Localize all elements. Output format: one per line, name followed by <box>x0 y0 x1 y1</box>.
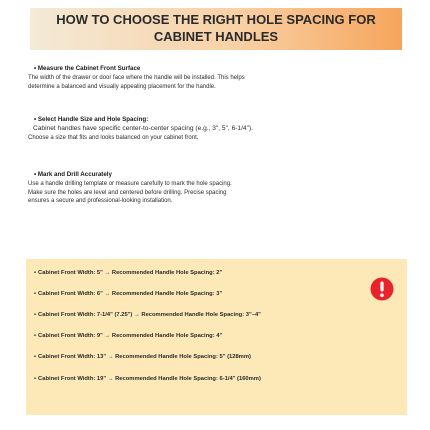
exclamation-circle-icon <box>370 277 394 301</box>
section-measure <box>28 64 402 91</box>
bullet: • <box>34 376 37 382</box>
section-text: Cabinet handles have specific center-to-center spacing (e.g., 3", 5", 6-1/4"). <box>33 125 253 132</box>
section-heading: • Measure the Cabinet Front Surface <box>34 65 141 72</box>
bullet: • <box>34 270 37 276</box>
section-select-size <box>28 115 402 142</box>
title-banner <box>30 8 402 50</box>
bullet: • <box>34 291 37 297</box>
spacing-row <box>34 373 261 385</box>
spacing-row-text: Cabinet Front Width: 19" → Recommended Handle Hole Spacing: 6-1/4" (160mm) <box>38 376 261 382</box>
section-text: determine a balanced and visually appealing placement for the handle. <box>28 83 216 90</box>
spacing-row <box>34 288 222 300</box>
section-heading: • Mark and Drill Accurately <box>34 171 112 178</box>
section-text: Use a handle drilling template or measure carefully to mark the hole spacing. <box>28 181 232 187</box>
spacing-row-text: Cabinet Front Width: 7-1/4" (7.25") → Recommended Handle Hole Spacing: 3"–4" <box>38 312 261 318</box>
spacing-row-text: Cabinet Front Width: 13" → Recommended Handle Hole Spacing: 5" (128mm) <box>38 354 251 360</box>
spacing-row-text: Cabinet Front Width: 6" → Recommended Handle Hole Spacing: 3" <box>38 291 223 297</box>
page-title-line-1: HOW TO CHOOSE THE RIGHT HOLE SPACING FOR <box>56 12 376 27</box>
spacing-row <box>34 351 251 363</box>
bullet: • <box>34 312 37 318</box>
section-mark-drill <box>28 170 402 206</box>
spacing-row <box>34 330 222 342</box>
section-heading: • Select Handle Size and Hole Spacing: <box>34 116 149 123</box>
section-text: The width of the drawer or door face where the handle will be installed. This helps <box>28 75 245 81</box>
section-text: Make sure the holes are level and centered before drilling. Precise spacing <box>28 189 227 196</box>
spacing-row <box>34 309 261 321</box>
section-text: Choose a size that fits and looks balanced on your cabinet front. <box>28 134 199 141</box>
spacing-guide-panel <box>26 259 407 415</box>
bullet: • <box>34 354 37 360</box>
page-title-line-2: CABINET HANDLES <box>153 29 279 44</box>
spacing-row-text: Cabinet Front Width: 5" → Recommended Handle Hole Spacing: 2" <box>38 270 223 276</box>
section-text: ensures a secure and professional-looking installation. <box>28 198 173 204</box>
bullet: • <box>34 333 37 339</box>
spacing-row <box>34 267 222 279</box>
spacing-row-text: Cabinet Front Width: 9" → Recommended Handle Hole Spacing: 4" <box>38 333 223 339</box>
